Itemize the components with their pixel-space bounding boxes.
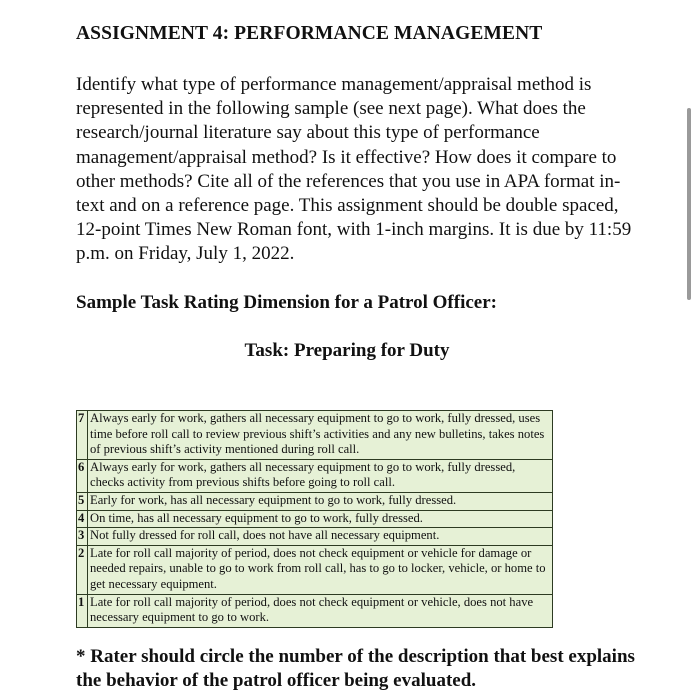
rating-description: Early for work, has all necessary equipment to go to work, fully dressed. <box>88 492 553 510</box>
rating-description: On time, has all necessary equipment to go to work, fully dressed. <box>88 510 553 528</box>
rating-row-6 <box>77 459 553 492</box>
rating-score: 5 <box>77 492 88 510</box>
rating-score: 7 <box>77 411 88 460</box>
rating-description: Late for roll call majority of period, does not check equipment or vehicle, does not have necessary equipment to go to work. <box>88 594 553 627</box>
rating-row-7 <box>77 411 553 460</box>
rating-description: Always early for work, gathers all necessary equipment to go to work, fully dressed, checks activity from previous shifts before going to roll call. <box>88 459 553 492</box>
rating-description: Always early for work, gathers all necessary equipment to go to work, fully dressed, uses time before roll call to review previous shift’s activities and any new bulletins, takes notes of previous shift’s activity mentioned during roll call. <box>88 411 553 460</box>
document-page <box>76 22 636 363</box>
rating-scale-table <box>76 410 553 628</box>
rating-row-5 <box>77 492 553 510</box>
rater-footnote: * Rater should circle the number of the description that best explains the behavior of the patrol officer being evaluated. <box>76 646 635 691</box>
task-heading: Task: Preparing for Duty <box>244 339 450 361</box>
rating-score: 6 <box>77 459 88 492</box>
rating-row-4 <box>77 510 553 528</box>
rating-score: 1 <box>77 594 88 627</box>
rating-score: 3 <box>77 528 88 546</box>
rating-row-3 <box>77 528 553 546</box>
rating-row-1 <box>77 594 553 627</box>
sample-heading: Sample Task Rating Dimension for a Patrol Officer: <box>76 291 497 313</box>
rating-row-2 <box>77 545 553 594</box>
rating-score: 4 <box>77 510 88 528</box>
vertical-scrollbar[interactable] <box>687 108 691 300</box>
rating-description: Late for roll call majority of period, does not check equipment or vehicle for damage or needed repairs, unable to go to work from roll call, has to go to locker, vehicle, or home to get necessary equipment. <box>88 545 553 594</box>
assignment-instructions: Identify what type of performance management/appraisal method is represented in the following sample (see next page). What does the research/journal literature say about this type of performance management/appraisal method? Is it effective? How does it compare to other methods? Cite all of the references that you use in APA format in-text and on a reference page. This assignment should be double spaced, 12-point Times New Roman font, with 1-inch margins. It is due by 11:59 p.m. on Friday, July 1, 2022. <box>76 74 632 265</box>
rating-description: Not fully dressed for roll call, does not have all necessary equipment. <box>88 528 553 546</box>
rating-score: 2 <box>77 545 88 594</box>
assignment-title: ASSIGNMENT 4: PERFORMANCE MANAGEMENT <box>76 23 543 44</box>
